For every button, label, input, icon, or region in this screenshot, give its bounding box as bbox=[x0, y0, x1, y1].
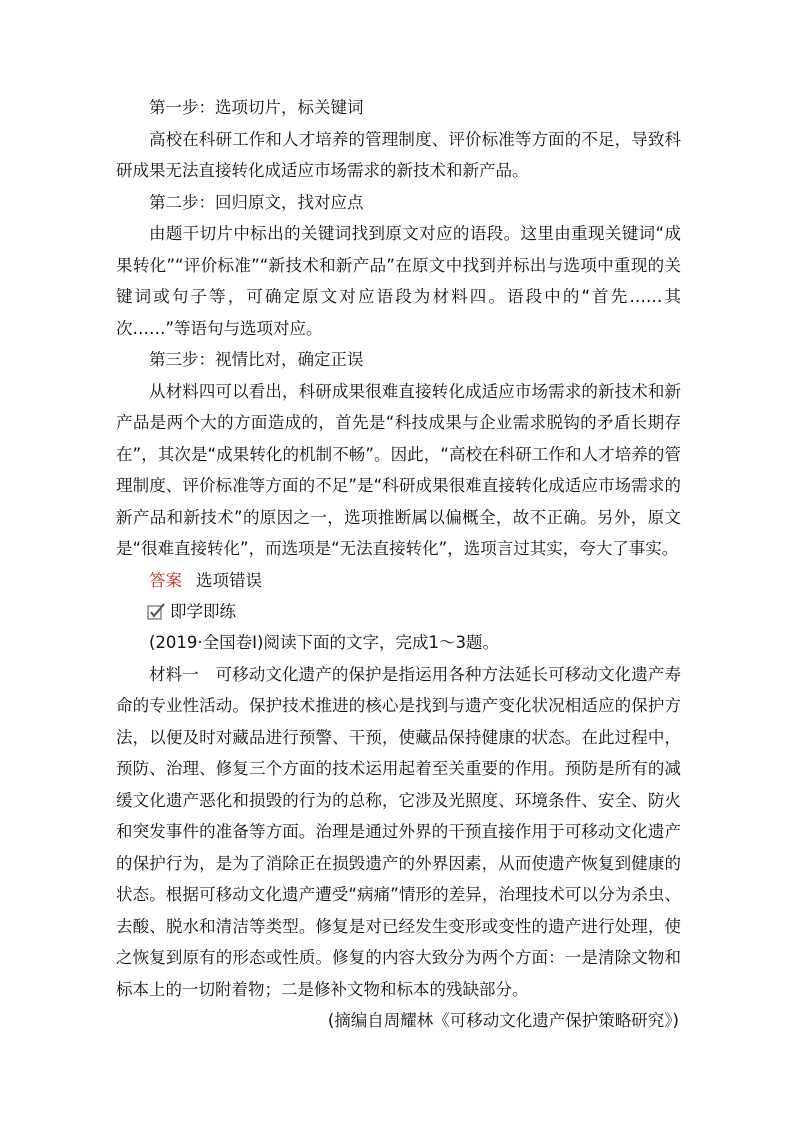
step2-text: 由题干切片中标出的关键词找到原文对应的语段。这里由重现关键词“成果转化”“评价标准”“新技术和新产品”在原文中找到并标出与选项中重现的关键词或句子等，可确定原文对应语段为材料四。语段中的“首先……其次……”等语句与选项对应。 bbox=[116, 224, 681, 338]
exam-source-line: (2019·全国卷Ⅰ)阅读下面的文字，完成1～3题。 bbox=[149, 633, 499, 652]
material1-citation: (摘编自周耀林《可移动文化遗产保护策略研究》) bbox=[327, 1011, 679, 1030]
answer-label: 答案 bbox=[149, 570, 182, 590]
document-body bbox=[116, 92, 681, 1037]
step3-heading: 第三步：视情比对，确定正误 bbox=[149, 350, 364, 369]
step1-text: 高校在科研工作和人才培养的管理制度、评价标准等方面的不足，导致科研成果无法直接转化成适应市场需求的新技术和新产品。 bbox=[116, 129, 681, 180]
answer-value: 选项错误 bbox=[196, 570, 262, 590]
material1-text: 材料一 可移动文化遗产的保护是指运用各种方法延长可移动文化遗产寿命的专业性活动。保护技术推进的核心是找到与遗产变化状况相适应的保护方法，以便及时对藏品进行预警、干预，使藏品保持健康的状态。在此过程中，预防、治理、修复三个方面的技术运用起着至关重要的作用。预防是所有的减缓文化遗产恶化和损毁的行为的总称，它涉及光照度、环境条件、安全、防火和突发事件的准备等方面。治理是通过外界的干预直接作用于可移动文化遗产的保护行为，是为了消除正在损毁遗产的外界因素，从而使遗产恢复到健康的状态。根据可移动文化遗产遭受“病痛”情形的差异，治理技术可以分为杀虫、去酸、脱水和清洁等类型。修复是对已经发生变形或变性的遗产进行处理，使之恢复到原有的形态或性质。修复的内容大致分为两个方面：一是清除文物和标本上的一切附着物；二是修补文物和标本的残缺部分。 bbox=[116, 664, 681, 999]
step2-heading: 第二步：回归原文，找对应点 bbox=[149, 192, 364, 212]
drill-heading bbox=[147, 596, 681, 627]
checkbox-pencil-icon bbox=[147, 603, 167, 621]
answer-line bbox=[116, 565, 681, 597]
step3-text: 从材料四可以看出，科研成果很难直接转化成适应市场需求的新技术和新产品是两个大的方面造成的，首先是“科技成果与企业需求脱钩的矛盾长期存在”，其次是“成果转化的机制不畅”。因此，“高校在科研工作和人才培养的管理制度、评价标准等方面的不足”是“科研成果很难直接转化成适应市场需求的新产品和新技术”的原因之一，选项推断属以偏概全，故不正确。另外，原文是“很难直接转化”，而选项是“无法直接转化”，选项言过其实，夸大了事实。 bbox=[116, 381, 681, 558]
step1-heading: 第一步：选项切片，标关键词 bbox=[149, 98, 364, 117]
drill-label: 即学即练 bbox=[170, 602, 236, 621]
